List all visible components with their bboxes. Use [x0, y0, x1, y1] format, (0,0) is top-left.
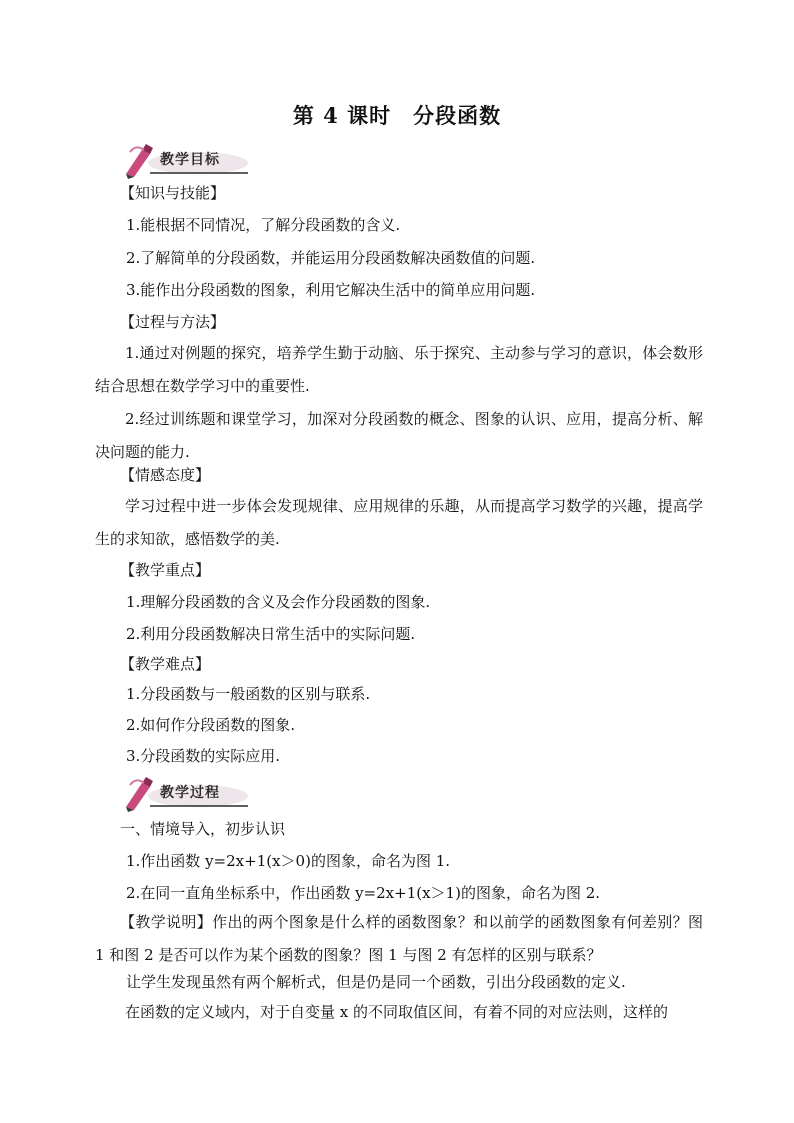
emotion-text: 学习过程中进一步体会发现规律、应用规律的乐趣，从而提高学习数学的兴趣，提高学生的求知欲，感悟数学的美.	[95, 497, 703, 548]
method-header: 【过程与方法】	[120, 313, 226, 331]
objectives-badge	[120, 140, 250, 180]
lead-in-text: 让学生发现虽然有两个解析式，但是仍是同一个函数，引出分段函数的定义.	[126, 973, 626, 991]
difficulty-header: 【教学难点】	[120, 655, 211, 673]
teaching-explanation: 【教学说明】作出的两个图象是什么样的函数图象？和以前学的函数图象有何差别？图 1 和图 2 是否可以作为某个函数的图象？图 1 与图 2 有怎样的区别与联系？	[95, 913, 703, 964]
objectives-badge-label: 教学目标	[160, 152, 220, 168]
process-step-1: 1.作出函数 y=2x+1(x＞0)的图象，命名为图 1.	[126, 852, 451, 870]
emotion-header: 【情感态度】	[120, 466, 211, 484]
knowledge-item-2: 2.了解简单的分段函数，并能运用分段函数解决函数值的问题.	[126, 249, 536, 267]
definition-text: 在函数的定义域内，对于自变量 x 的不同取值区间，有着不同的对应法则，这样的	[125, 1003, 668, 1021]
section-1-heading: 一、情境导入，初步认识	[120, 820, 286, 838]
process-step-2: 2.在同一直角坐标系中，作出函数 y=2x+1(x＞1)的图象，命名为图 2.	[126, 884, 601, 902]
key-header: 【教学重点】	[120, 561, 211, 579]
method-item-2: 2.经过训练题和课堂学习，加深对分段函数的概念、图象的认识、应用，提高分析、解决问题的能力.	[95, 410, 703, 461]
page-title: 第 4 课时 分段函数	[292, 103, 502, 128]
method-item-1: 1.通过对例题的探究，培养学生勤于动脑、乐于探究、主动参与学习的意识，体会数形结合思想在数学学习中的重要性.	[95, 344, 703, 395]
knowledge-header: 【知识与技能】	[120, 184, 226, 202]
knowledge-item-1: 1.能根据不同情况，了解分段函数的含义.	[126, 216, 401, 234]
key-item-1: 1.理解分段函数的含义及会作分段函数的图象.	[126, 593, 431, 611]
difficulty-item-3: 3.分段函数的实际应用.	[126, 747, 281, 765]
difficulty-item-1: 1.分段函数与一般函数的区别与联系.	[126, 685, 371, 703]
process-badge	[120, 773, 250, 813]
key-item-2: 2.利用分段函数解决日常生活中的实际问题.	[126, 625, 416, 643]
knowledge-item-3: 3.能作出分段函数的图象，利用它解决生活中的简单应用问题.	[126, 281, 536, 299]
difficulty-item-2: 2.如何作分段函数的图象.	[126, 716, 296, 734]
process-badge-label: 教学过程	[160, 785, 220, 801]
